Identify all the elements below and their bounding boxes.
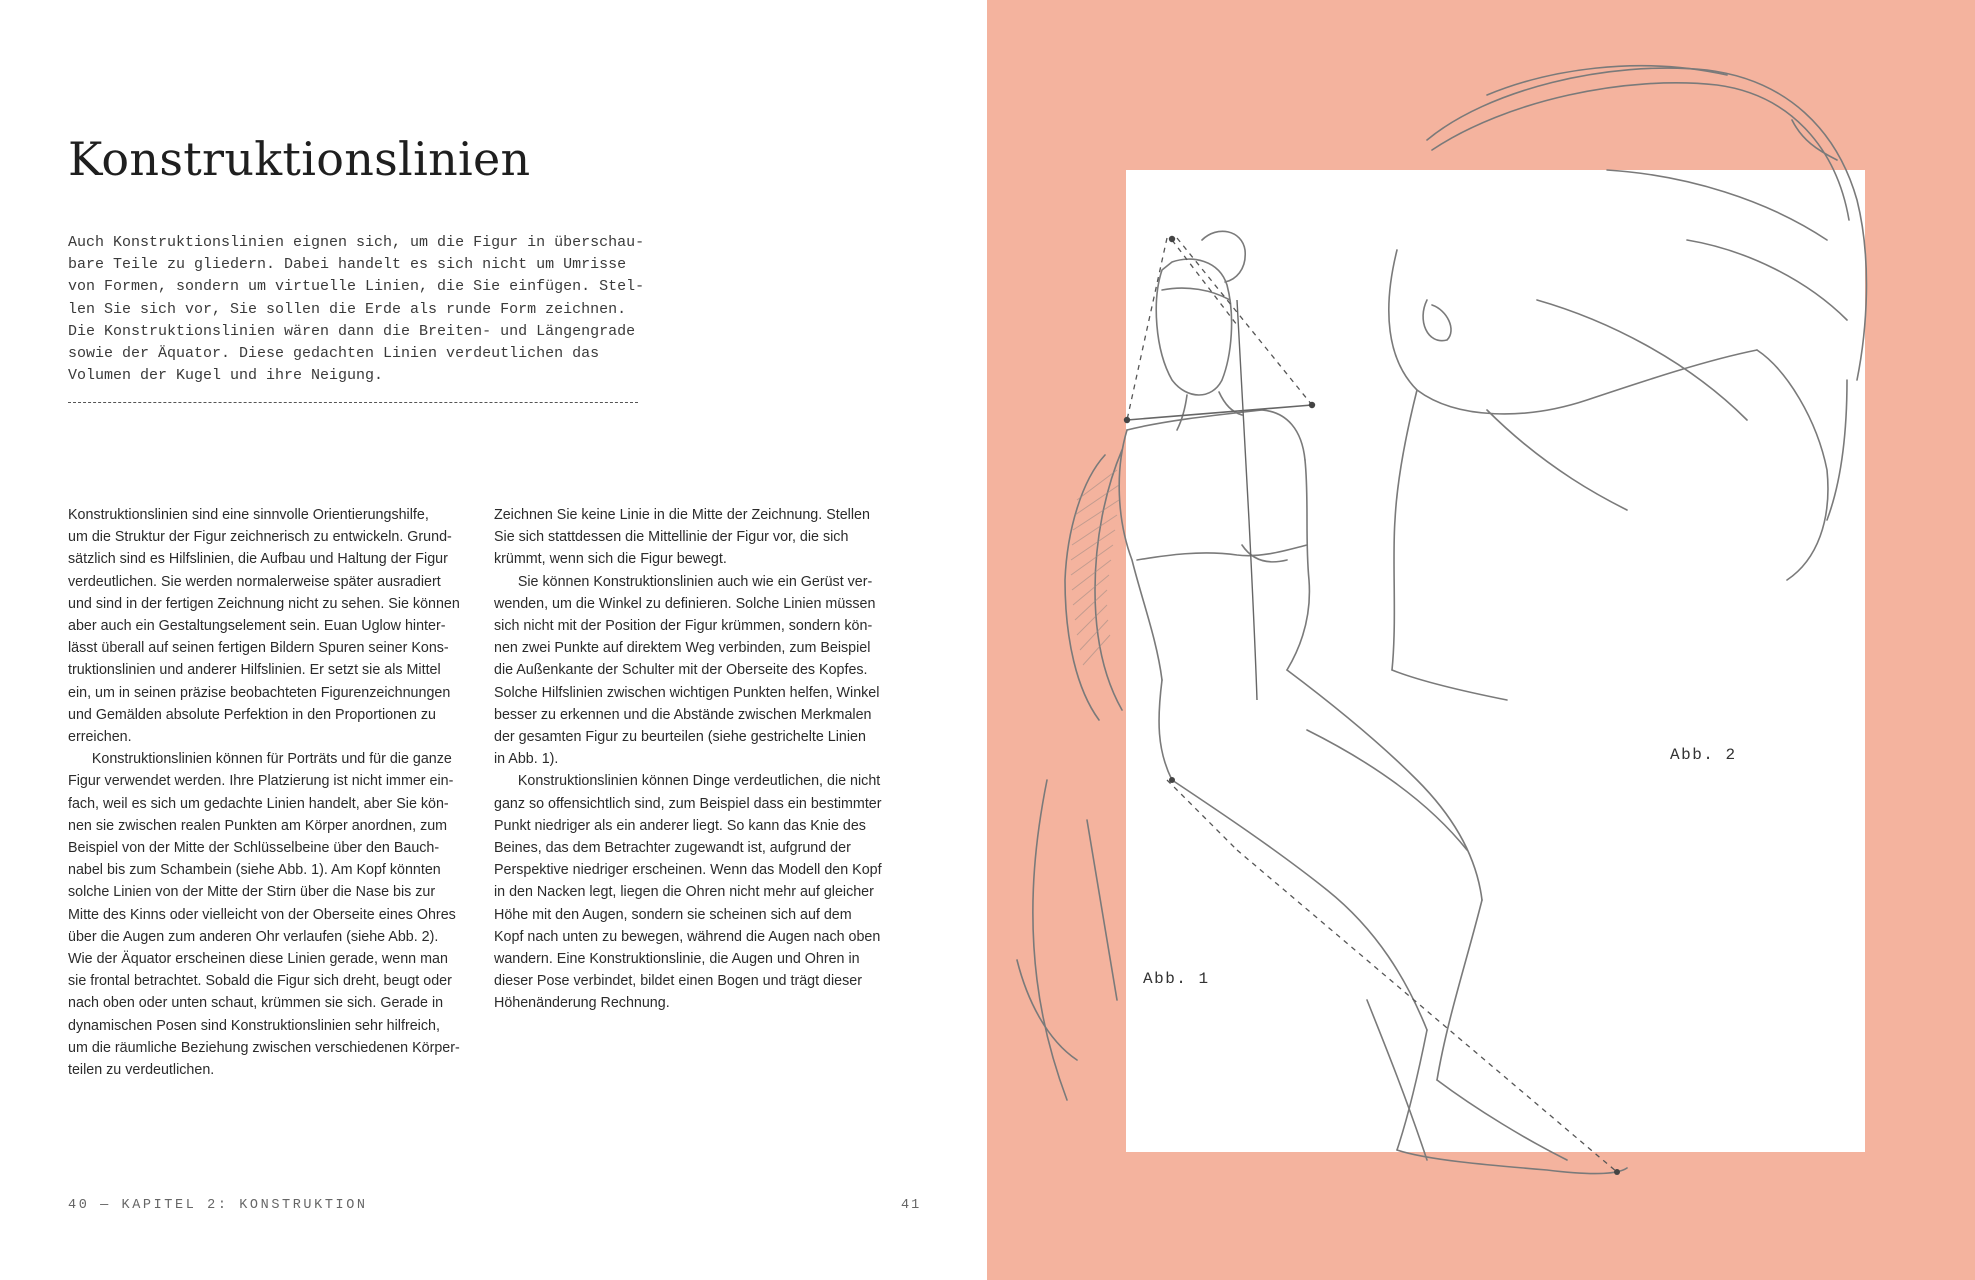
running-footer: 40 — KAPITEL 2: KONSTRUKTION — [68, 1198, 368, 1213]
figure-label-abb2: Abb. 2 — [1670, 746, 1737, 764]
left-page — [0, 0, 987, 1280]
body-column-2: Zeichnen Sie keine Linie in die Mitte der Zeichnung. Stellen Sie sich stattdessen die Mittellinie der Figur vor, die sich krümmt, wenn sich die Figur bewegt. Sie können Konstruktionslinien auch wie ein Gerüst ver- wenden, um die Winkel zu definieren. Solche Linien müssen sich nicht mit der Position der Figur krümmen, sondern kön- nen zwei Punkte auf direktem Weg verbinden, zum Beispiel die Außenkante der Schulter mit der Oberseite des Kopfes. Solche Hilfslinien zwischen wichtigen Punkten helfen, Winkel besser zu erkennen und die Abstände zwischen Merkmalen der gesamten Figur zu beurteilen (siehe gestrichelte Linien in Abb. 1). Konstruktionslinien können Dinge verdeutlichen, die nicht ganz so offensichtlich sind, zum Beispiel dass ein bestimmter Punkt niedriger als ein anderer liegt. So kann das Knie des Beines, das dem Betrachter zugewandt ist, aufgrund der Perspektive niedriger erscheinen. Wenn das Modell den Kopf in den Nacken legt, liegen die Ohren nicht mehr auf gleicher Höhe mit den Augen, sondern sie scheinen sich auf dem Kopf nach unten zu bewegen, während die Augen nach oben wandern. Eine Konstruktionslinie, die Augen und Ohren in dieser Pose verbindet, bildet einen Bogen und trägt dieser Höhenänderung Rechnung. — [494, 507, 882, 1012]
figure-sketch-abb1 — [1017, 231, 1627, 1173]
figure-label-abb1: Abb. 1 — [1143, 970, 1210, 988]
construction-points — [1124, 236, 1620, 1175]
body-column-1: Konstruktionslinien sind eine sinnvolle Orientierungshilfe, um die Struktur der Figur zeichnerisch zu entwickeln. Grund- sätzlich sind es Hilfslinien, die Aufbau und Haltung der Figur verdeutlichen. Sie werden normalerweise später ausradiert und sind in der fertigen Zeichnung nicht zu sehen. Sie können aber auch ein Gestaltungselement sein. Euan Uglow hinter- lässt überall auf seinen fertigen Bildern Spuren seiner Kons- truktionslinien und anderer Hilfslinien. Er setzt sie als Mittel ein, um in seinen präzise beobachteten Figurenzeichnungen und Gemälden absolute Perfektion in den Proportionen zu erreichen. Konstruktionslinien können für Porträts und für die ganze Figur verwendet werden. Ihre Platzierung ist nicht immer ein- fach, weil es sich um gedachte Linien handelt, aber Sie kön- nen sie zwischen realen Punkten am Körper anordnen, zum Beispiel von der Mitte der Schlüsselbeine über den Bauch- nabel bis zum Schambein (siehe Abb. 1). Am Kopf könnten solche Linien von der Mitte der Stirn über die Nase bis zur Mitte des Kinns oder vielleicht von der Oberseite eines Ohres über die Augen zum anderen Ohr verlaufen (siehe Abb. 2). Wie der Äquator erscheinen diese Linien gerade, wenn man sie frontal betrachtet. Sobald die Figur sich dreht, beugt oder nach oben oder unten schaut, krümmen sie sich. Gerade in dynamischen Posen sind Konstruktionslinien sehr hilfreich, um die räumliche Beziehung zwischen verschiedenen Körper- teilen zu verdeutlichen. — [68, 507, 460, 1079]
centre-line — [1237, 300, 1257, 700]
intro-paragraph: Auch Konstruktionslinien eignen sich, um die Figur in überschau- bare Teile zu gliedern. Dabei handelt es sich nicht um Umrisse von Formen, sondern um virtuelle Linien, die Sie einfügen. Stel- len Sie sich vor, Sie sollen die Erde als runde Form zeichnen. Die Konstruktionslinien wären dann die Breiten- und Längengrade sowie der Äquator. Diese gedachten Linien verdeutlichen das Volumen der Kugel und ihre Neigung. — [68, 234, 645, 385]
page-number-right: 41 — [901, 1198, 922, 1213]
page-title: Konstruktionslinien — [68, 132, 531, 186]
dashed-divider — [68, 402, 638, 403]
right-page — [987, 0, 1975, 1280]
construction-lines — [1127, 238, 1617, 1172]
pencil-sketch-illustration — [987, 0, 1975, 1280]
head-sketch-abb2 — [1389, 66, 1867, 700]
